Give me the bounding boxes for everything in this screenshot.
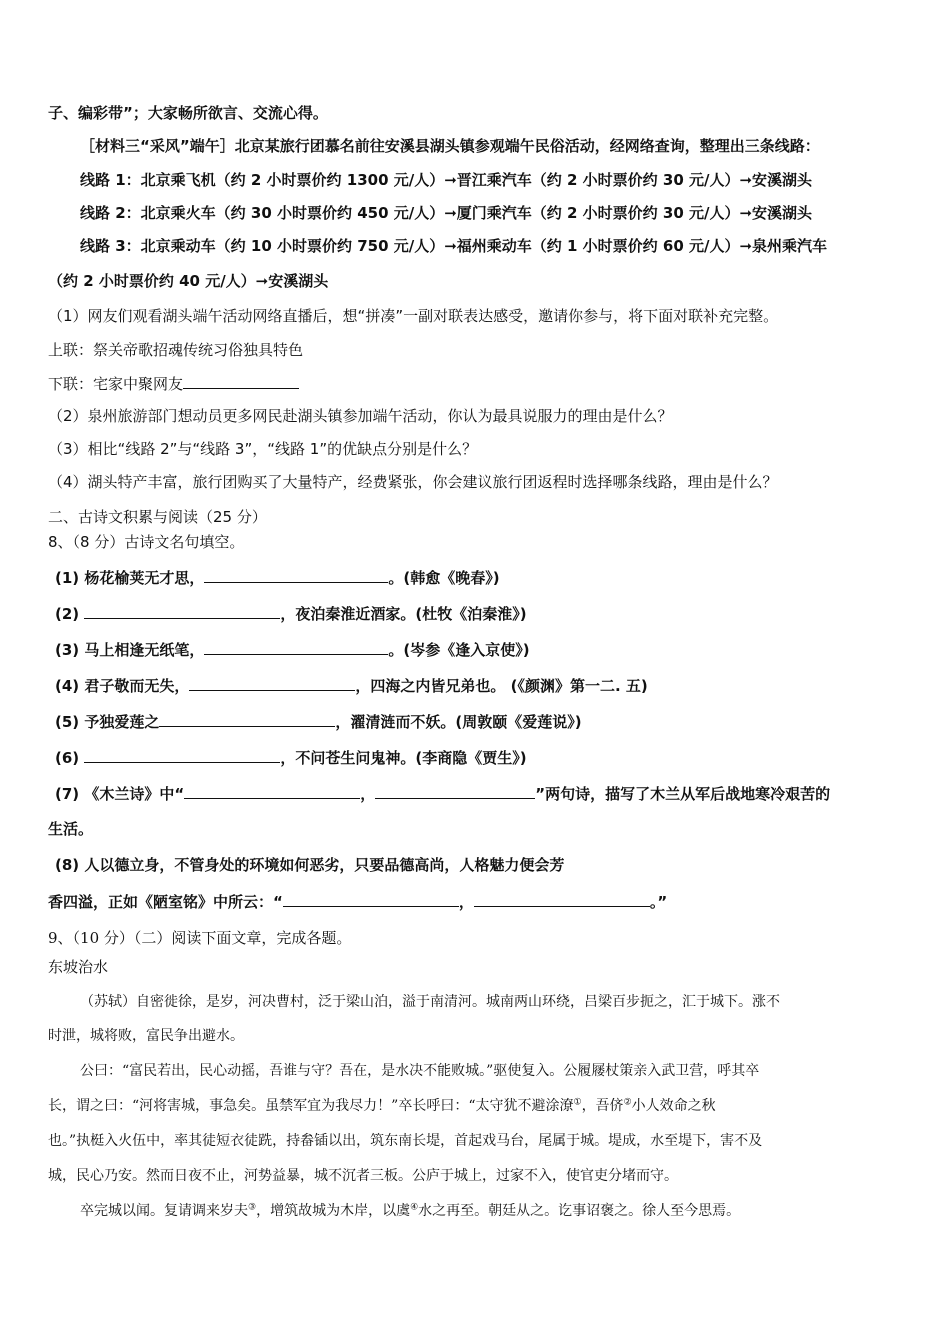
passage-p3: 卒完城以闻。复请调来岁夫③，增筑故城为木岸，以虞④水之再至。朝廷从之。讫事诏褒之。徐人至今思焉。	[80, 1202, 741, 1219]
poem-blank-3[interactable]	[204, 639, 388, 655]
poem-item-1: (1) 杨花榆荚无才思， 。(韩愈《晚春》)	[55, 569, 500, 587]
poem-blank-2[interactable]	[84, 603, 280, 619]
footnote-1: ①	[573, 1097, 582, 1108]
footnote-2: ②	[623, 1097, 632, 1108]
poem-item-8: (8) 人以德立身，不管身处的环境如何恶劣，只要品德高尚，人格魅力便会芳	[55, 856, 565, 874]
section-2-title: 二、古诗文积累与阅读（25 分）	[48, 508, 267, 526]
poem-item-6: (6) ，不问苍生问鬼神。(李商隐《贾生》)	[55, 749, 527, 767]
couplet-answer-blank[interactable]	[183, 373, 299, 389]
couplet-lower-line	[48, 373, 299, 394]
poem-blank-8b[interactable]	[474, 891, 650, 907]
route-1: 线路 1：北京乘飞机（约 2 小时票价约 1300 元/人）➞晋江乘汽车（约 2 小时票价约 30 元/人）➞安溪湖头	[80, 171, 813, 189]
couplet-lower: 下联：宅家中聚网友	[48, 375, 184, 393]
passage-p2-line3: 也。”执梃入火伍中，率其徒短衣徒跣，持畚锸以出，筑东南长堤，首起戏马台，尾属于城。堤成，水至堤下，害不及	[48, 1133, 763, 1149]
poem-item-5: (5) 予独爱莲之 ，濯清涟而不妖。(周敦颐《爱莲说》)	[55, 713, 582, 731]
poem-blank-5[interactable]	[159, 711, 335, 727]
question-4: （4）湖头特产丰富，旅行团购买了大量特产，经费紧张，你会建议旅行团返程时选择哪条线路，理由是什么？	[48, 473, 778, 491]
poem-blank-4[interactable]	[189, 675, 355, 691]
passage-p1-line1: （苏轼）自密徙徐，是岁，河决曹村，泛于梁山泊，溢于南清河。城南两山环绕，吕梁百步扼之，汇于城下。涨不	[80, 994, 780, 1010]
material-3-intro: ［材料三“采风”端午］北京某旅行团慕名前往安溪县湖头镇参观端午民俗活动，经网络查询，整理出三条线路：	[80, 137, 820, 155]
question-8-title: 8、（8 分）古诗文名句填空。	[48, 533, 245, 551]
question-9-title: 9、（10 分）（二）阅读下面文章，完成各题。	[48, 929, 352, 947]
route-2: 线路 2：北京乘火车（约 30 小时票价约 450 元/人）➞厦门乘汽车（约 2 小时票价约 30 元/人）➞安溪湖头	[80, 204, 813, 222]
footnote-4: ④	[410, 1202, 419, 1213]
poem-blank-1[interactable]	[204, 567, 388, 583]
material-line-0: 子、编彩带”；大家畅所欲言、交流心得。	[48, 104, 328, 122]
poem-blank-7b[interactable]	[375, 783, 535, 799]
poem-blank-8a[interactable]	[283, 891, 459, 907]
passage-p2-line4: 城，民心乃安。然而日夜不止，河势益暴，城不沉者三板。公庐于城上，过家不入，使官吏分堵而守。	[48, 1168, 678, 1184]
poem-blank-6[interactable]	[84, 747, 280, 763]
passage-p2-line1: 公曰：“富民若出，民心动摇，吾谁与守？吾在，是水决不能败城。”驱使复入。公履屦杖策亲入武卫营，呼其卒	[80, 1063, 760, 1079]
poem-blank-7a[interactable]	[184, 783, 360, 799]
poem-item-3: (3) 马上相逢无纸笔， 。(岑参《逢入京使》)	[55, 641, 530, 659]
poem-item-7: (7) 《木兰诗》中“ ， ”两句诗，描写了木兰从军后战地寒冷艰苦的	[55, 785, 831, 803]
poem-item-2: (2) ，夜泊秦淮近酒家。(杜牧《泊秦淮》)	[55, 605, 527, 623]
footnote-3: ③	[248, 1202, 257, 1213]
poem-item-7-continued: 生活。	[48, 820, 94, 838]
couplet-upper: 上联：祭关帝歌招魂传统习俗独具特色	[48, 341, 304, 359]
route-3-continued: （约 2 小时票价约 40 元/人）➞安溪湖头	[48, 272, 329, 290]
passage-p1-line2: 时泄，城将败，富民争出避水。	[48, 1028, 244, 1044]
question-3: （3）相比“线路 2”与“线路 3”，“线路 1”的优缺点分别是什么？	[48, 440, 478, 458]
question-2: （2）泉州旅游部门想动员更多网民赴湖头镇参加端午活动，你认为最具说服力的理由是什么？	[48, 407, 673, 425]
passage-heading: 东坡治水	[48, 958, 109, 976]
poem-item-8-continued: 香四溢，正如《陋室铭》中所云：“ ， 。”	[48, 893, 668, 911]
poem-item-4: (4) 君子敬而无失， ，四海之内皆兄弟也。 (《颜渊》第一二. 五)	[55, 677, 648, 695]
passage-p2-line2: 长，谓之曰：“河将害城，事急矣。虽禁军宜为我尽力！”卒长呼曰：“太守犹不避涂潦①，吾侪②小人效命之秋	[48, 1097, 716, 1114]
route-3: 线路 3：北京乘动车（约 10 小时票价约 750 元/人）➞福州乘动车（约 1 小时票价约 60 元/人）➞泉州乘汽车	[80, 237, 828, 255]
question-1: （1）网友们观看湖头端午活动网络直播后，想“拼凑”一副对联表达感受，邀请你参与，将下面对联补充完整。	[48, 307, 779, 325]
